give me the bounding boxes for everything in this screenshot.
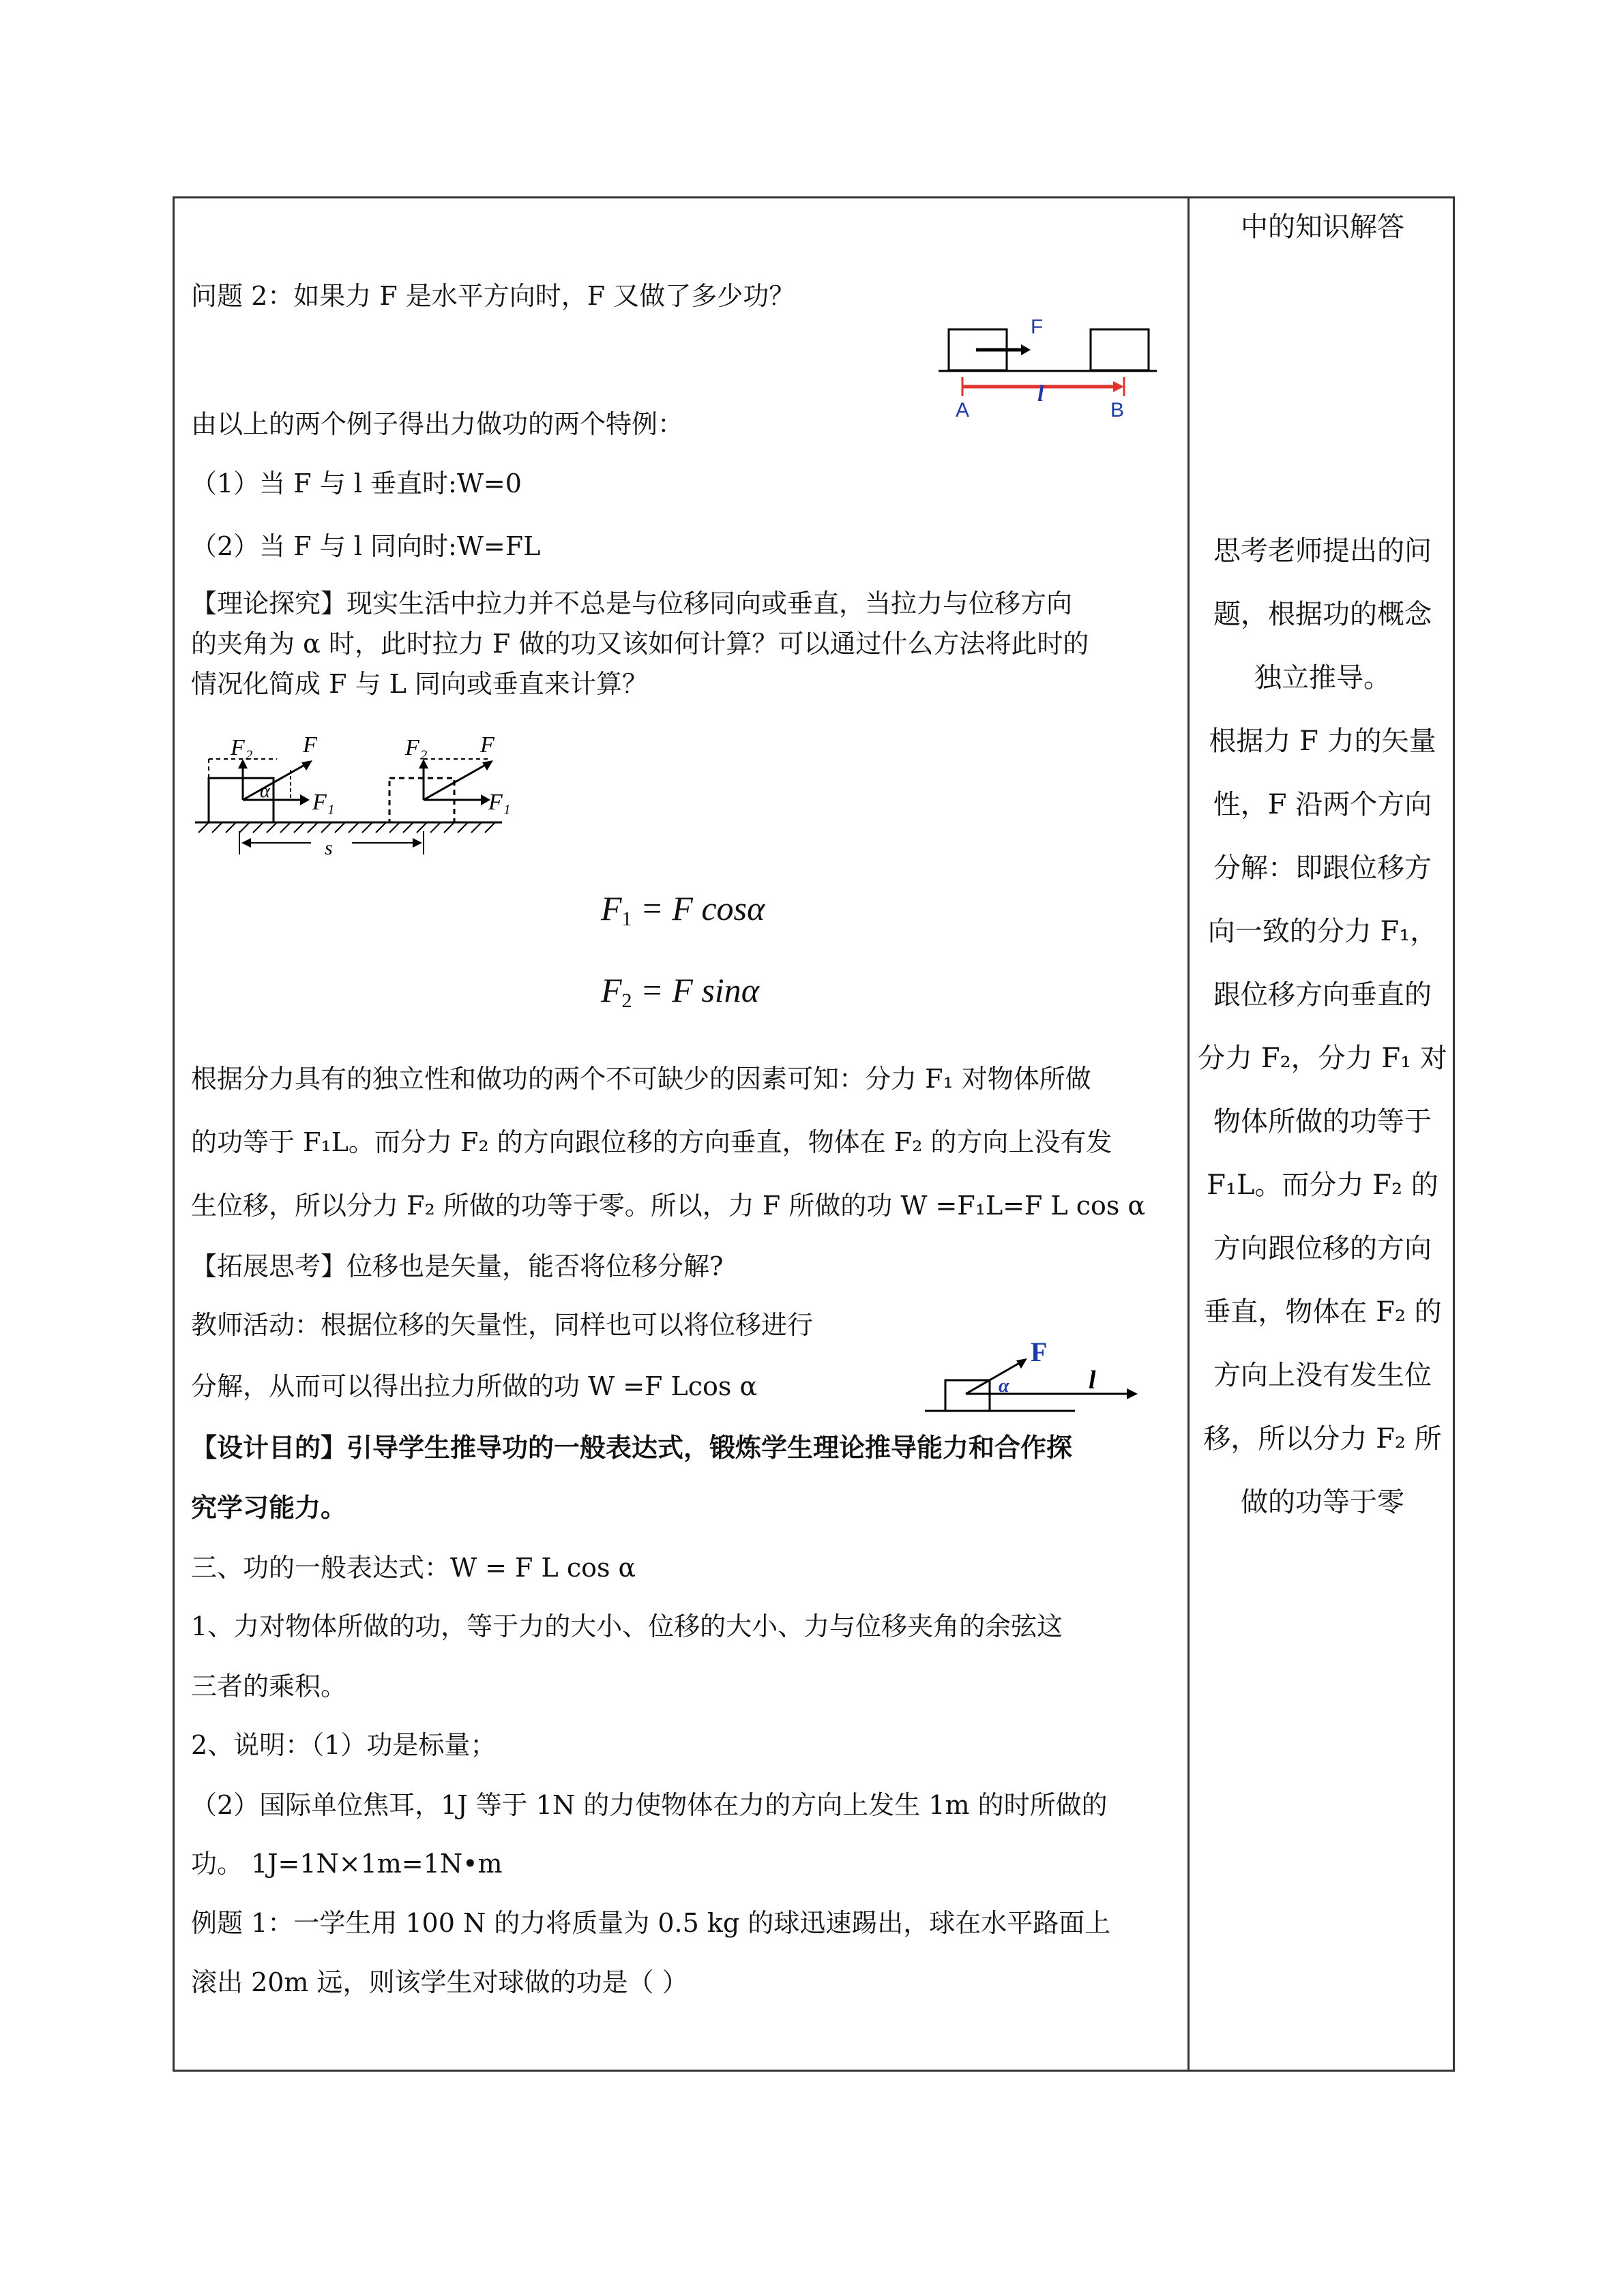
equation-f1: F1 = F cosα xyxy=(601,889,765,930)
side-note-5: 根据力 F 力的矢量 xyxy=(1209,726,1436,757)
point-2b-line-2: 功。 1J=1N×1m=1N•m xyxy=(191,1849,503,1879)
side-note-13: 方向跟位移的方向 xyxy=(1213,1233,1432,1264)
fig3-alpha-label: α xyxy=(999,1375,1009,1397)
side-note-1: 中的知识解答 xyxy=(1241,211,1404,243)
fig2-label-s: s xyxy=(325,837,333,859)
point-1-line-1: 1、力对物体所做的功，等于力的大小、位移的大小、力与位移夹角的余弦这 xyxy=(191,1611,1063,1641)
fig2-label-f1-left: F₁ xyxy=(312,790,335,815)
theory-line-3: 情况化简成 F 与 L 同向或垂直来计算？ xyxy=(191,669,648,699)
fig3-displacement-label: l xyxy=(1089,1366,1096,1395)
equation-f2: F2 = F sinα xyxy=(601,971,759,1012)
side-note-16: 移，所以分力 F₂ 所 xyxy=(1203,1423,1442,1455)
teacher-activity-2: 分解，从而可以得出拉力所做的功 W =F Lcos α xyxy=(191,1371,758,1401)
fig1-label-b: B xyxy=(1110,399,1125,421)
fig2-label-f-right: F xyxy=(480,732,494,758)
side-note-10: 分力 F₂，分力 F₁ 对 xyxy=(1198,1043,1447,1074)
side-note-12: F₁L。而分力 F₂ 的 xyxy=(1207,1169,1438,1201)
figure-force-decomposition xyxy=(188,724,516,867)
fig2-label-f1-right: F₁ xyxy=(488,790,511,815)
point-2: 2、说明：（1）功是标量； xyxy=(191,1730,497,1760)
side-note-11: 物体所做的功等于 xyxy=(1213,1106,1432,1137)
point-1-line-2: 三者的乘积。 xyxy=(191,1671,347,1701)
lesson-table xyxy=(173,196,1455,2072)
fig1-force-label: F xyxy=(1031,316,1044,338)
side-note-3: 题，根据功的概念 xyxy=(1213,599,1432,630)
side-note-4: 独立推导。 xyxy=(1254,662,1391,694)
fig2-label-f2-right: F₂ xyxy=(405,735,428,760)
theory-line-2: 的夹角为 α 时，此时拉力 F 做的功又该如何计算？可以通过什么方法将此时的 xyxy=(191,629,1089,659)
side-note-9: 跟位移方向垂直的 xyxy=(1213,979,1432,1011)
figure-inclined-force xyxy=(918,1334,1150,1422)
extend-thinking: 【拓展思考】位移也是矢量，能否将位移分解? xyxy=(191,1251,724,1281)
teacher-activity-1: 教师活动：根据位移的矢量性，同样也可以将位移进行 xyxy=(191,1310,814,1340)
example-1-line-2: 滚出 20m 远，则该学生对球做的功是（ ） xyxy=(191,1967,688,1997)
special-case-1: （1）当 F 与 l 垂直时:W=0 xyxy=(191,468,522,498)
fig2-label-f2-left: F₂ xyxy=(231,735,253,760)
side-note-2: 思考老师提出的问 xyxy=(1213,535,1432,567)
design-purpose-2: 究学习能力。 xyxy=(191,1492,347,1523)
explain-line-1: 根据分力具有的独立性和做功的两个不可缺少的因素可知：分力 F₁ 对物体所做 xyxy=(191,1064,1091,1094)
special-cases-intro: 由以上的两个例子得出力做功的两个特例： xyxy=(191,409,684,439)
side-note-15: 方向上没有发生位 xyxy=(1213,1360,1432,1391)
fig1-displacement-label: l xyxy=(1037,381,1044,406)
example-1-line-1: 例题 1：一学生用 100 N 的力将质量为 0.5 kg 的球迅速踢出，球在水平路面上 xyxy=(191,1908,1111,1938)
column-divider xyxy=(1187,198,1190,2070)
side-note-6: 性，F 沿两个方向 xyxy=(1213,789,1432,820)
side-note-17: 做的功等于零 xyxy=(1241,1487,1404,1518)
general-expression: 三、功的一般表达式：W = F L cos α xyxy=(191,1553,636,1583)
fig3-force-label: F xyxy=(1031,1337,1048,1367)
side-note-7: 分解：即跟位移方 xyxy=(1213,852,1432,884)
fig2-label-alpha: α xyxy=(260,781,270,802)
special-case-2: （2）当 F 与 l 同向时:W=FL xyxy=(191,531,541,561)
explain-line-2: 的功等于 F₁L。而分力 F₂ 的方向跟位移的方向垂直，物体在 F₂ 的方向上没有发 xyxy=(191,1127,1112,1157)
point-2b-line-1: （2）国际单位焦耳，1J 等于 1N 的力使物体在力的方向上发生 1m 的时所做的 xyxy=(191,1790,1108,1820)
fig2-label-f-left: F xyxy=(303,732,317,758)
side-note-14: 垂直，物体在 F₂ 的 xyxy=(1203,1296,1442,1328)
theory-line-1: 【理论探究】现实生活中拉力并不总是与位移同向或垂直，当拉力与位移方向 xyxy=(191,588,1073,618)
explain-line-3: 生位移，所以分力 F₂ 所做的功等于零。所以，力 F 所做的功 W =F₁L=F L cos α xyxy=(191,1191,1146,1221)
fig1-label-a: A xyxy=(956,399,970,421)
question-2: 问题 2：如果力 F 是水平方向时，F 又做了多少功？ xyxy=(191,281,795,311)
figure-horizontal-force xyxy=(898,314,1157,430)
design-purpose-1: 【设计目的】引导学生推导功的一般表达式，锻炼学生理论推导能力和合作探 xyxy=(191,1432,1073,1463)
side-note-8: 向一致的分力 F₁， xyxy=(1207,916,1438,947)
